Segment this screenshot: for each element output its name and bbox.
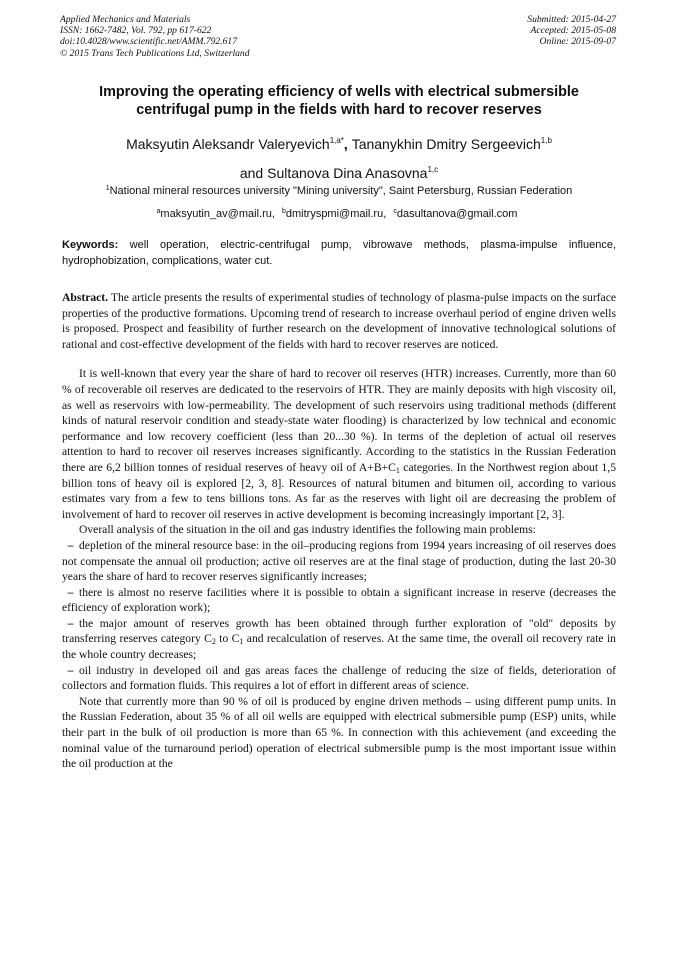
submitted-date: Submitted: 2015-04-27 <box>527 14 616 25</box>
affiliation <box>40 182 638 198</box>
body-paragraph-3 <box>62 694 616 772</box>
keywords-section <box>62 238 616 269</box>
bullet-item-1 <box>62 538 616 585</box>
publication-info <box>60 14 250 59</box>
body-paragraph-1 <box>62 366 616 522</box>
title-line-2: centrifugal pump in the fields with hard to recover reserves <box>136 102 542 118</box>
email-sup: b <box>281 208 286 215</box>
bullet-text: oil industry in developed oil and gas areas faces the challenge of reducing the size of fields, deterioration of collectors and formation fluids. This requires a lot of effort in different areas of science. <box>62 663 616 693</box>
keywords-text: well operation, electric-centrifugal pump, vibrowave methods, plasma-impulse influence, hydrophobization, complications, water cut. <box>62 239 617 267</box>
doi-line: doi:10.4028/www.scientific.net/AMM.792.617 <box>60 36 238 48</box>
authors-line-1: Maksyutin Aleksandr Valeryevich$^{1,a*}$, Tananykhin Dmitry Sergeevich$^{1,b}$ <box>126 136 552 152</box>
affiliation-text: National mineral resources university "Mining university", Saint Petersburg, Russian Federation <box>109 185 573 197</box>
email-link[interactable]: dmitryspmi@mail.ru, <box>285 208 387 220</box>
subscript: 1 <box>239 637 244 647</box>
dash-bullet: – <box>67 538 74 552</box>
paper-title <box>40 83 638 119</box>
paragraph-text: categories. In the Northwest region about 1,5 billion tons of heavy oil is explored [2, 3, 8]. Resources of natural bitumen and bitumen oil, according to various estimates vary from a few to tens billions tons. As far as the reserves with light oil are decreasing the problem of involvement of hard to recover oil reserves in active development is becoming increasingly important [2, 3]. <box>62 460 617 521</box>
paragraph-text: It is well-known that every year the share of hard to recover oil reserves (HTR) increases. Currently, more than 60 % of recoverable oil reserves are dedicated to the reservoirs of HTR. They are mainly deposits with high viscosity oil, as well as reservoirs with low-permeability. The development of such reservoirs using traditional methods (different kinds of natural reservoir condition and steady-state water flooding) is characterized by low technical and economic performance and low recovery coefficient (less than 20...30 %). In terms of the depletion of actual oil reserves attention to hard to recover oil reserves increases significantly. According to the statistics in the Russian Federation there are 6,2 billion tonnes of residual reserves of heavy oil of A+B+C <box>62 367 616 474</box>
email-sup: a <box>156 208 161 215</box>
email-sup: c <box>393 208 397 215</box>
bullet-item-4 <box>62 663 616 694</box>
bullet-text: there is almost no reserve facilities where it is possible to obtain a significant increase in reserve (decreases the efficiency of exploration work); <box>62 585 616 615</box>
issn-line: ISSN: 1662-7482, Vol. 792, pp 617-622 <box>60 25 212 37</box>
author-name: Tananykhin Dmitry Sergeevich <box>351 136 541 152</box>
body-paragraph-2 <box>62 522 616 538</box>
author-sup: 1,a* <box>329 136 344 145</box>
dash-bullet: – <box>67 663 74 677</box>
dash-bullet: – <box>67 585 74 599</box>
email-list <box>40 205 638 221</box>
accepted-date: Accepted: 2015-05-08 <box>530 25 616 37</box>
author-sup: 1,c <box>427 165 439 174</box>
online-date: Online: 2015-09-07 <box>539 36 616 48</box>
subscript: 1 <box>395 465 400 475</box>
abstract-paragraph <box>62 290 616 352</box>
bullet-text: depletion of the mineral resource base: in the oil–producing regions from 1994 years increasing of oil reserves does not compensate the annual oil production; active oil reserves are at the final stage of production, duting the last 20-30 years the share of hard to recover reserves significantly increases; <box>62 538 616 584</box>
paragraph-text: Note that currently more than 90 % of oil is produced by engine driven methods – using different pump units. In the Russian Federation, about 35 % of all oil wells are equipped with electrical submersible pump (ESP) units, while their part in the bulk of oil production is more than 65 %. In connection with this achievement (and exceeding the nominal value of the turnaround period) operation of electrical submersible pump is the most important issue within the oil production at the <box>62 694 616 771</box>
subscript: 2 <box>211 637 216 647</box>
title-line-1: Improving the operating efficiency of wells with electrical submersible <box>99 84 579 100</box>
bullet-text: the major amount of reserves growth has been obtained through further exploration of "old" deposits by transferring reserves category C <box>62 616 616 646</box>
author-name: Sultanova Dina Anasovna <box>267 165 428 181</box>
author-and: and <box>239 165 264 181</box>
author-list <box>40 128 638 186</box>
keywords-label: Keywords: <box>62 239 119 251</box>
journal-name: Applied Mechanics and Materials <box>60 14 191 25</box>
dash-bullet: – <box>67 616 74 630</box>
abstract-text: The article presents the results of experimental studies of technology of plasma-pulse impacts on the surface properties of the productive formations. Upcoming trend of research to increase overhaul period of engine driven wells is proposed. Prospect and feasibility of further research on the development of innovative technological solutions of rational and cost-effective development of the fields with hard to recover reserves are noticed. <box>62 291 616 351</box>
copyright-line: © 2015 Trans Tech Publications Ltd, Switzerland <box>60 47 250 59</box>
bullet-text: to C <box>215 632 240 646</box>
article-body <box>62 290 616 772</box>
paragraph-text: Overall analysis of the situation in the oil and gas industry identifies the following main problems: <box>79 523 536 537</box>
affiliation-sup: 1 <box>105 185 110 192</box>
email-link[interactable]: maksyutin_av@mail.ru, <box>160 208 275 220</box>
author-sup: 1,b <box>540 136 552 145</box>
bullet-item-2 <box>62 585 616 616</box>
abstract-label: Abstract. <box>62 291 109 304</box>
dates-info <box>527 14 616 48</box>
bullet-item-3 <box>62 616 616 663</box>
author-name: Maksyutin Aleksandr Valeryevich <box>126 136 330 152</box>
email-link[interactable]: dasultanova@gmail.com <box>396 208 518 220</box>
bullet-text: and recalculation of reserves. At the same time, the overall oil recovery rate in the whole country decreases; <box>62 632 616 662</box>
